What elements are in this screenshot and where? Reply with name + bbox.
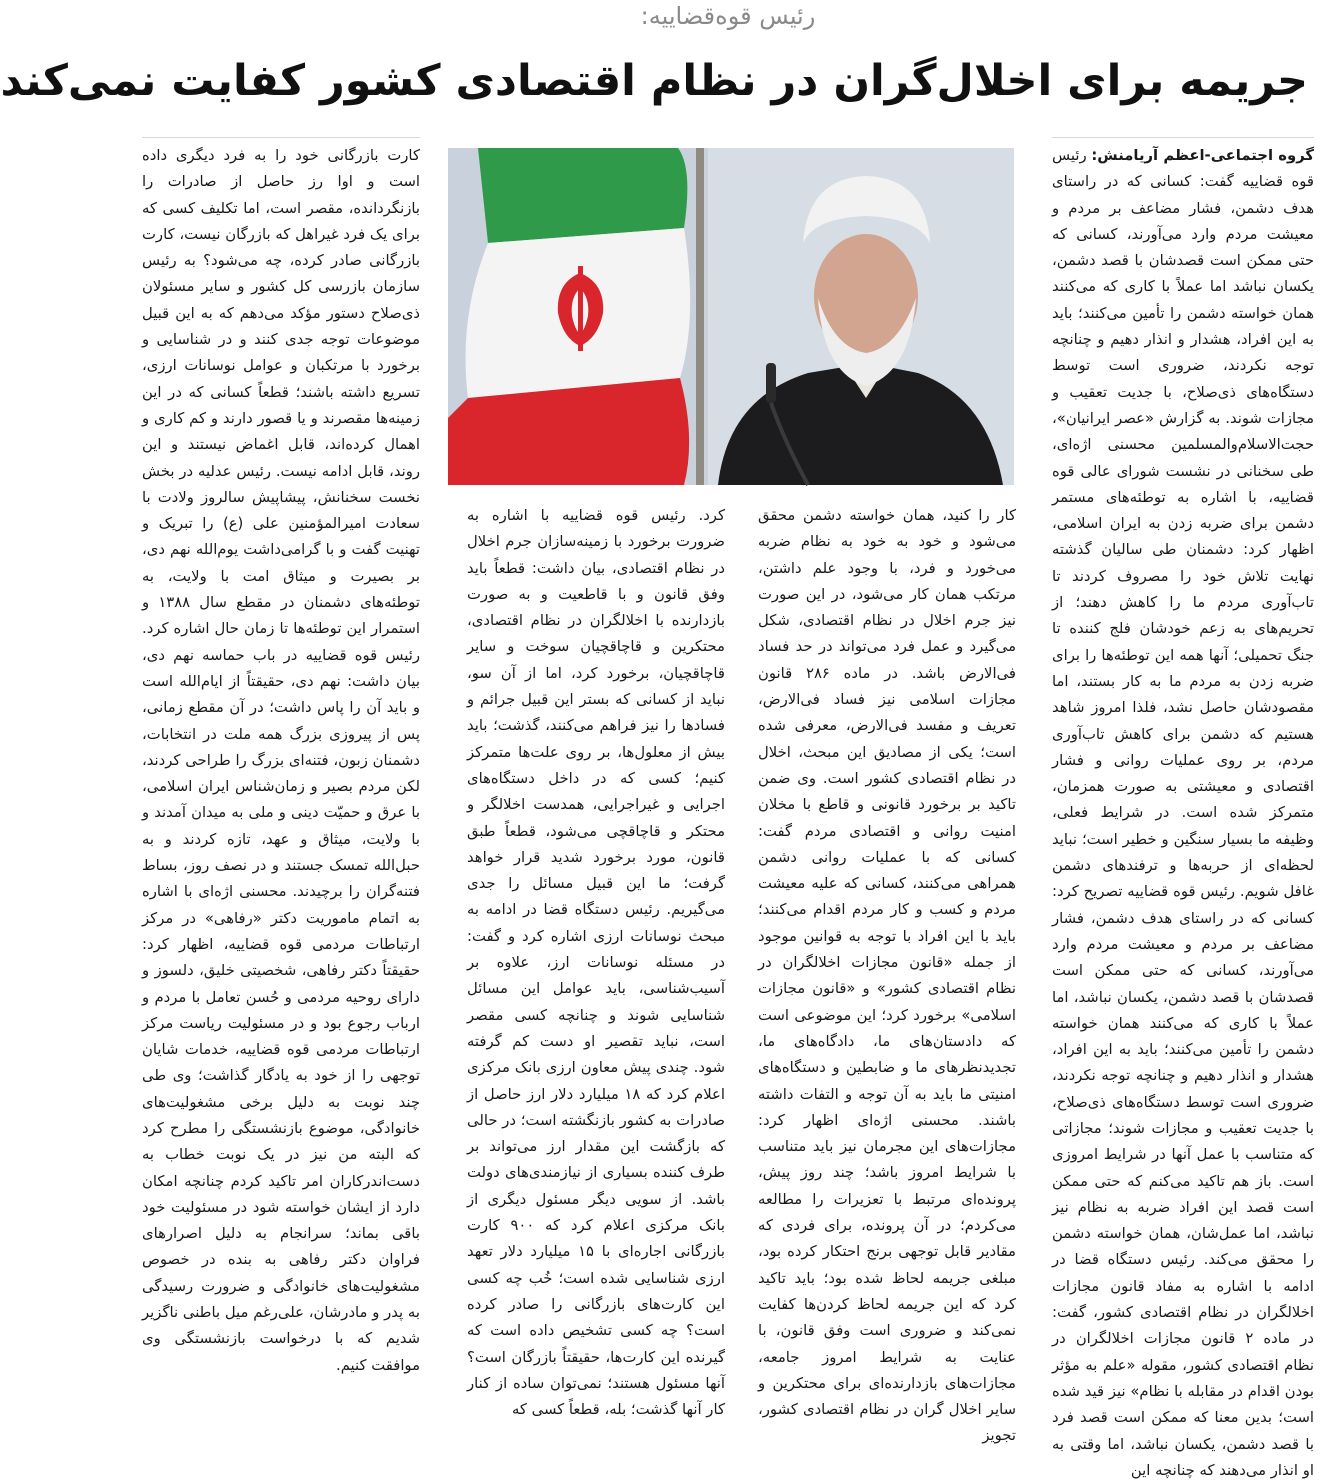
column-1-body: رئیس قوه قضاییه گفت: کسانی که در راستای هدف دشمن، فشار مضاعف بر مردم و معیشت مردم وارد می‌آورند، کسانی که حتی ممکن است قصدشان با قصد دشمن، یکسان نباشد اما عملاً با کاری که می‌کنند همان خواسته دشمن را تأمین می‌کنند؛ باید به این افراد، هشدار و انذار دهیم و چنانچه توجه نکردند، ضروری است توسط دستگاه‌های ذی‌صلاح، با جدیت تعقیب و مجازات شوند. به گزارش «عصر ایرانیان»، حجت‌الاسلام‌والمسلمین محسنی اژه‌ای، طی سخنانی در نشست شورای عالی قوه قضاییه، با اشاره به توطئه‌های مستمر دشمن برای ضربه زدن به ایران اسلامی، اظهار کرد: دشمنان طی سالیان گذشته نهایت تلاش خود را مصروف کردند تا تاب‌آوری مردم ما را کاهش دهند؛ از تحریم‌های به زعم خودشان فلج کننده تا جنگ تحمیلی؛ آنها همه این توطئه‌ها را برای ضربه زدن به مردم ما به کار بستند، اما مقصودشان حاصل نشد، فلذا امروز شاهد هستیم که دشمن برای کاهش تاب‌آوری مردم، بر روی عملیات روانی و فشار اقتصادی و معیشتی به صورت همزمان، متمرکز شده است. در شرایط فعلی، وظیفه ما بسیار سنگین و خطیر است؛ نباید لحظه‌ای از حربه‌ها و ترفندهای دشمن غافل شویم. رئیس قوه قضاییه تصریح کرد: کسانی که در راستای هدف دشمن، فشار مضاعف بر مردم و معیشت مردم وارد می‌آورند، کسانی که حتی ممکن است قصدشان با قصد دشمن، یکسان نباشد، اما عملاً با کاری که می‌کنند همان خواسته دشمن را تأمین می‌کنند؛ باید به این افراد، هشدار و انذار دهیم و چنانچه توجه نکردند، ضروری است توسط دستگاه‌های ذی‌صلاح، با جدیت تعقیب و مجازات شوند؛ مجازاتی که متناسب با عمل آنها در شرایط امروزی است. باز هم تاکید می‌کنم که حتی ممکن است قصد این افراد ضربه به نظام نیز نباشد، اما عمل‌شان، همان خواسته دشمن را محقق می‌کند. رئیس دستگاه قضا در ادامه با اشاره به مفاد قانون مجازات اخلالگران در نظام اقتصادی کشور، گفت: در ماده ۲ قانون مجازات اخلالگران در نظام اقتصادی کشور، مقوله «علم به مؤثر بودن اقدام در مقابله با نظام» نیز قید شده است؛ بدین معنا که ممکن است قصد فرد با قصد دشمن، یکسان نباشد، اما وقتی به او انذار می‌دهند که چنانچه این — [1052, 147, 1315, 1479]
column-4 — [142, 143, 421, 1374]
headline: جریمه برای اخلال‌گران در نظام اقتصادی کشور کفایت نمی‌کند — [0, 56, 1308, 106]
column-4-body: کارت بازرگانی خود را به فرد دیگری داده است و اوا رز حاصل از صادرات را بازنگردانده، مقصر است، اما تکلیف کسی که برای یک فرد غیراهل که بازرگان نیست، کارت بازرگانی صادر کرده، چه می‌شود؟ به رئیس سازمان بازرسی کل کشور و سایر مسئولان ذی‌صلاح دستور مؤکد می‌دهم که به این قبیل موضوعات توجه جدی کنند و در شناسایی و برخورد با مرتکبان و عوامل نوسانات ارزی، تسریع داشته باشند؛ قطعاً کسانی که در این زمینه‌ها مقصرند و یا قصور دارند و کم کاری و اهمال کرده‌اند، قابل اغماض نیستند و این روند، قابل ادامه نیست. رئیس عدلیه در بخش نخست سخنانش، پیشاپیش سالروز ولادت با سعادت امیرالمؤمنین علی (ع) را تبریک و تهنیت گفت و با گرامی‌داشت یوم‌الله نهم دی، بر بصیرت و میثاق امت با ولایت، به توطئه‌های دشمنان در مقطع سال ۱۳۸۸ و استمرار این توطئه‌ها تا زمان حال اشاره کرد. رئیس قوه قضاییه در باب حماسه نهم دی، بیان داشت: نهم دی، حقیقتاً از ایام‌الله است و باید آن را پاس داشت؛ در آن مقطع زمانی، پس از پیروزی بزرگ همه ملت در انتخابات، دشمنان زبون، فتنه‌ای بزرگ را طراحی کردند، لکن مردم بصیر و زمان‌شناس ایران اسلامی، با عرق و حمیّت دینی و ملی به میدان آمدند و با ولایت، میثاق و عهد، تازه کردند و به حبل‌الله تمسک جستند و در نصف روز، بساط فتنه‌گران را برچیدند. محسنی اژه‌ای با اشاره به اتمام ماموریت دکتر «رفاهی» در مرکز ارتباطات مردمی قوه قضاییه، اظهار کرد: حقیقتاً دکتر رفاهی، شخصیتی خلیق، دلسوز و دارای روحیه مردمی و حُسن تعامل با مردم و ارباب رجوع بود و در مسئولیت ریاست مرکز ارتباطات مردمی قوه قضاییه، خدمات شایان توجهی را از خود به یادگار گذاشت؛ وی طی چند نوبت به دلیل برخی مشغولیت‌های خانوادگی، موضوع بازنشستگی را مطرح کرد که البته من نیز در یک نوبت خطاب به دست‌اندرکاران امر تاکید کردم چنانچه امکان دارد از ایشان خواسته شود در مسئولیت خود باقی بماند؛ سرانجام به دلیل اصرارهای فراوان دکتر رفاهی به بنده در خصوص مشغولیت‌های خانوادگی و ضرورت رسیدگی به پدر و مادرشان، علی‌رغم میل باطنی ناگزیر شدیم که با درخواست بازنشستگی وی موافقت کنیم. — [142, 147, 421, 1374]
flag-white-band — [466, 228, 691, 398]
rule-right — [1052, 137, 1314, 138]
flag — [448, 148, 704, 485]
flag-green-band — [478, 148, 687, 243]
kicker: رئیس قوه‌قضاییه: — [640, 2, 816, 30]
column-3-body: کرد. رئیس قوه قضاییه با اشاره به ضرورت برخورد با زمینه‌سازان جرم اخلال در نظام اقتصادی، بیان داشت: قطعاً باید وفق قانون و با قاطعیت و به صورت بازدارنده با اخلالگران در نظام اقتصادی، محتکرین و قاچاقچیان سوخت و سایر قاچاقچیان، برخورد کرد، اما از آن سو، نباید از کسانی که بستر این قبیل جرائم و فسادها را نیز فراهم می‌کنند، گذشت؛ باید بیش از معلول‌ها، بر روی علت‌ها متمرکز کنیم؛ کسی که در داخل دستگاه‌های اجرایی و غیراجرایی، همدست اخلالگر و محتکر و قاچاقچی می‌شود، قطعاً طبق قانون، مورد برخورد شدید قرار خواهد گرفت؛ ما این قبیل مسائل را جدی می‌گیریم. رئیس دستگاه قضا در ادامه به مبحث نوسانات ارزی اشاره کرد و گفت: در مسئله نوسانات ارز، علاوه بر آسیب‌شناسی، باید عوامل این مسائل شناسایی شوند و چنانچه کسی مقصر است، نباید تقصیر او دست کم گرفته شود. چندی پیش معاون ارزی بانک مرکزی اعلام کرد که ۱۸ میلیارد دلار ارز حاصل از صادرات به کشور بازنگشته است؛ در حالی که بازگشت این مقدار ارز می‌تواند بر طرف کننده بسیاری از نیازمندی‌های دولت باشد. از سویی دیگر مسئول دیگری از بانک مرکزی اعلام کرد که ۹۰۰ کارت بازرگانی اجاره‌ای با ۱۵ میلیارد دلار تعهد ارزی شناسایی شده است؛ خُب چه کسی این کارت‌های بازرگانی را صادر کرده است؟ چه کسی تشخیص داده است که گیرنده این کارت‌ها، حقیقتاً بازرگان است؟ آنها مسئول هستند؛ نمی‌توان ساده از کنار کار آنها گذشت؛ بله، قطعاً کسی که — [467, 507, 725, 1419]
flag-pole — [696, 148, 704, 485]
column-1 — [1052, 143, 1315, 1479]
column-2 — [758, 503, 1016, 1445]
column-2-body: کار را کنید، همان خواسته دشمن محقق می‌شود و خود به خود به نظام ضربه می‌خورد و فرد، با وجود علم داشتن، مرتکب همان کار می‌شود، در این صورت نیز جرم اخلال در نظام اقتصادی، شکل می‌گیرد و عمل فرد می‌تواند در حد فساد فی‌الارض باشد. در ماده ۲۸۶ قانون مجازات اسلامی نیز فساد فی‌الارض، تعریف و مفسد فی‌الارض، معرفی شده است؛ یکی از مصادیق این مبحث، اخلال در نظام اقتصادی کشور است. وی ضمن تاکید بر برخورد قانونی و قاطع با مخلان امنیت روانی و اقتصادی مردم گفت: کسانی که با عملیات روانی دشمن همراهی می‌کنند، کسانی که علیه معیشت مردم و کسب و کار مردم اقدام می‌کنند؛ باید با این افراد با توجه به قوانین موجود از جمله «قانون مجازات اخلالگران در نظام اقتصادی کشور» و «قانون مجازات اسلامی» برخورد کرد؛ این موضوعی است که دادستان‌های ما، دادگاه‌های ما، تجدیدنظرهای ما و ضابطین و دستگاه‌های امنیتی ما باید به آن توجه و التفات داشته باشند. محسنی اژه‌ای اظهار کرد: مجازات‌های این مجرمان نیز باید متناسب با شرایط امروز باشد؛ چند روز پیش، پرونده‌ای مرتبط با تعزیرات را مطالعه می‌کردم؛ در آن پرونده، برای فردی که مقادیر قابل توجهی برنج احتکار کرده بود، مبلغی جریمه لحاظ شده بود؛ باید تاکید کرد که این جریمه لحاظ کردن‌ها کفایت نمی‌کند و ضروری است وفق قانون، با عنایت به شرایط امروز جامعه، مجازات‌های بازدارنده‌ای برای محتکرین و سایر اخلال گران در نظام اقتصادی کشور، تجویز — [758, 507, 1016, 1445]
column-3 — [467, 503, 725, 1419]
photo-illustration — [448, 148, 1014, 485]
byline: گروه اجتماعی-اعظم آریامنش: — [1091, 147, 1314, 164]
column-1-text — [1052, 143, 1314, 1484]
rule-left — [142, 137, 420, 138]
article-photo — [448, 148, 1014, 485]
